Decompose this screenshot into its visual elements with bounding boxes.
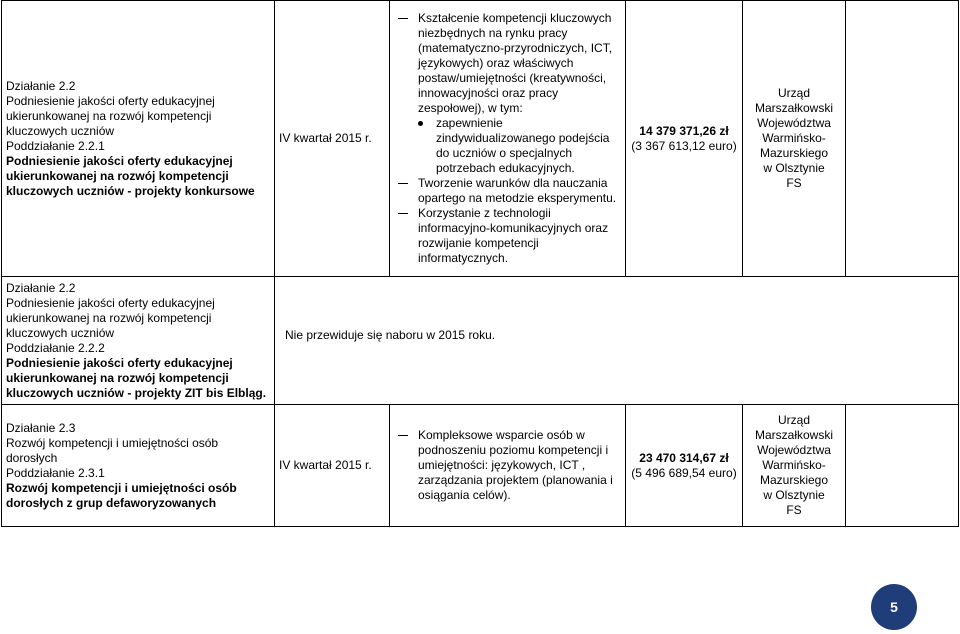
action-cell — [2, 1, 275, 277]
empty-cell — [846, 1, 959, 277]
list-item: Korzystanie z technologii informacyjno-komunikacyjnych oraz rozwijanie kompetencji informatycznych. — [394, 206, 621, 266]
subaction-label: Poddziałanie 2.3.1 — [6, 465, 105, 480]
amount-value: 14 379 371,26 zł — [639, 123, 729, 138]
subaction-label: Poddziałanie 2.2.1 — [6, 138, 105, 153]
dash-icon — [398, 183, 408, 184]
list-item: Tworzenie warunków dla nauczania opartego na metodzie eksperymentu. — [394, 176, 621, 206]
dash-icon — [398, 213, 408, 214]
action-label: Działanie 2.2 — [6, 280, 76, 295]
scope-list — [394, 428, 621, 503]
scope-sublist — [394, 116, 621, 176]
list-item: zapewnienie zindywidualizowanego podejścia do uczniów o specjalnych potrzebach edukacyjnych. — [394, 116, 621, 176]
action-cell — [2, 405, 275, 527]
list-item: Kształcenie kompetencji kluczowych niezbędnych na rynku pracy (matematyczno-przyrodniczych, ICT, językowych) oraz właściwych postaw/umiejętności (kreatywności, innowacyjności oraz pracy zespołowej), w tym: zapewnienie zindywidualizowanego podejścia do uczniów o specjalnych potrzebach edukacyjnych. — [394, 11, 621, 176]
scope-cell — [390, 405, 626, 527]
institution-cell: Urząd Marszałkowski Województwa Warmińsko- Mazurskiego w Olsztynie FS — [743, 405, 846, 527]
timing-text: IV kwartał 2015 r. — [279, 131, 372, 145]
empty-cell — [846, 405, 959, 527]
action-label: Działanie 2.2 — [6, 78, 76, 93]
no-call-note: Nie przewiduje się naboru w 2015 roku. — [285, 328, 496, 342]
institution-cell: Urząd Marszałkowski Województwa Warmińsko- Mazurskiego w Olsztynie FS — [743, 1, 846, 277]
subaction-name: Rozwój kompetencji i umiejętności osób dorosłych z grup defaworyzowanych — [6, 480, 237, 510]
amount-value: 23 470 314,67 zł — [639, 450, 729, 465]
action-cell — [2, 277, 275, 405]
dash-icon — [398, 435, 408, 436]
timing-cell — [275, 1, 390, 277]
action-label: Działanie 2.3 — [6, 420, 76, 435]
scope-cell — [390, 1, 626, 277]
amount-eur: (3 367 613,12 euro) — [631, 138, 737, 153]
dash-icon — [398, 18, 408, 19]
subaction-name: Podniesienie jakości oferty edukacyjnej ukierunkowanej na rozwój kompetencji kluczowych uczniów - projekty ZIT bis Elbląg. — [6, 355, 267, 400]
subaction-label: Poddziałanie 2.2.2 — [6, 340, 105, 355]
timing-text: IV kwartał 2015 r. — [279, 458, 372, 472]
amount-eur: (5 496 689,54 euro) — [631, 465, 737, 480]
subaction-name: Podniesienie jakości oferty edukacyjnej ukierunkowanej na rozwój kompetencji kluczowych uczniów - projekty konkursowe — [6, 153, 255, 198]
table-row — [2, 1, 959, 277]
scope-list — [394, 11, 621, 266]
list-item: Kompleksowe wsparcie osób w podnoszeniu poziomu kompetencji i umiejętności: językowych, ICT , zarządzania projektem (planowania i osiągania celów). — [394, 428, 621, 503]
action-name: Rozwój kompetencji i umiejętności osób dorosłych — [6, 435, 219, 465]
table-row — [2, 405, 959, 527]
timing-cell — [275, 405, 390, 527]
page-number-badge: 5 — [871, 584, 917, 630]
action-name: Podniesienie jakości oferty edukacyjnej ukierunkowanej na rozwój kompetencji kluczowych uczniów — [6, 93, 215, 138]
amount-cell — [626, 405, 743, 527]
action-name: Podniesienie jakości oferty edukacyjnej ukierunkowanej na rozwój kompetencji kluczowych uczniów — [6, 295, 215, 340]
actions-table — [1, 0, 959, 527]
amount-cell — [626, 1, 743, 277]
bullet-icon — [418, 121, 423, 126]
